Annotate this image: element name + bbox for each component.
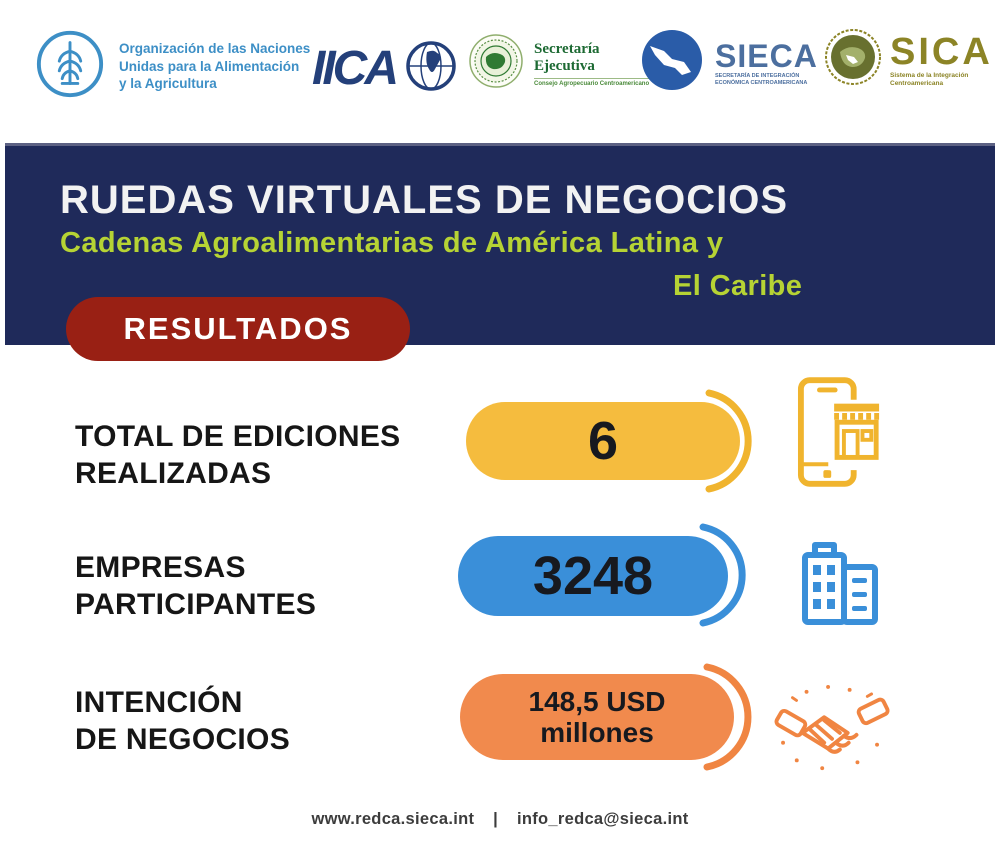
fao-caption-line: Organización de las Naciones xyxy=(119,41,311,57)
sieca-tagline-line: ECONÓMICA CENTROAMERICANA xyxy=(715,79,808,86)
stat-label-empresas xyxy=(75,549,316,623)
sica-tagline-line: Sistema de la Integración xyxy=(890,71,969,79)
sica-emblem-icon xyxy=(824,28,882,91)
stat-label-line: PARTICIPANTES xyxy=(75,588,317,621)
smartphone-store-icon xyxy=(797,376,883,488)
sieca-emblem-icon xyxy=(640,28,704,97)
secretaria-emblem-icon xyxy=(468,33,524,94)
sieca-wordmark: SIECA xyxy=(715,37,818,74)
buildings-icon xyxy=(798,540,882,628)
page-title: RUEDAS VIRTUALES DE NEGOCIOS xyxy=(60,178,789,222)
iica-wordmark: IICA xyxy=(312,41,396,95)
stat-label-line: TOTAL DE EDICIONES xyxy=(75,420,401,453)
pill-arc xyxy=(695,661,761,773)
fao-caption-line: y la Agricultura xyxy=(119,76,217,92)
stat-label-ediciones xyxy=(75,418,400,492)
page-subtitle-caribe: El Caribe xyxy=(673,270,803,302)
stat-value-intencion-line2: millones xyxy=(540,717,654,748)
results-badge: RESULTADOS xyxy=(66,297,410,361)
handshake-icon xyxy=(773,682,891,776)
footer-website-link[interactable]: www.redca.sieca.int xyxy=(311,810,475,828)
secretaria-tagline: Consejo Agropecuario Centroamericano xyxy=(534,78,649,87)
secretaria-title-line: Secretaría xyxy=(534,40,600,57)
sieca-tagline xyxy=(715,73,818,87)
stat-label-line: REALIZADAS xyxy=(75,457,272,490)
secretaria-title-line: Ejecutiva xyxy=(534,57,595,74)
stat-label-line: INTENCIÓN xyxy=(75,686,243,719)
pill-arc xyxy=(697,387,763,495)
stat-pill-empresas xyxy=(458,536,728,616)
iica-logo xyxy=(312,40,457,97)
pill-arc xyxy=(691,521,757,629)
page-subtitle: Cadenas Agroalimentarias de América Latina y xyxy=(60,227,724,259)
sieca-logo xyxy=(640,28,818,97)
sieca-tagline-line: SECRETARÍA DE INTEGRACIÓN xyxy=(715,72,800,79)
stat-value-empresas: 3248 xyxy=(532,546,654,606)
footer-email-link[interactable]: info_redca@sieca.int xyxy=(516,810,689,828)
sica-tagline-line: Centroamericana xyxy=(890,79,944,87)
fao-caption-line: Unidas para la Alimentación xyxy=(119,58,300,74)
fao-caption xyxy=(119,40,310,93)
fao-logo xyxy=(34,28,310,105)
iica-globe-icon xyxy=(405,40,457,97)
secretaria-title xyxy=(534,41,649,75)
stat-label-intencion xyxy=(75,684,290,758)
sica-tagline xyxy=(890,72,993,88)
footer xyxy=(0,810,1000,829)
sica-logo xyxy=(824,28,993,91)
secretaria-ejecutiva-logo xyxy=(468,33,649,94)
stat-pill-intencion xyxy=(460,674,734,760)
stat-value-intencion-line1: 148,5 USD xyxy=(528,686,666,717)
stat-label-line: EMPRESAS xyxy=(75,551,246,584)
footer-separator: | xyxy=(493,810,499,828)
sica-wordmark: SICA xyxy=(890,30,993,73)
stat-value-ediciones: 6 xyxy=(587,411,619,471)
fao-emblem-icon xyxy=(34,28,106,105)
stat-label-line: DE NEGOCIOS xyxy=(75,723,290,756)
